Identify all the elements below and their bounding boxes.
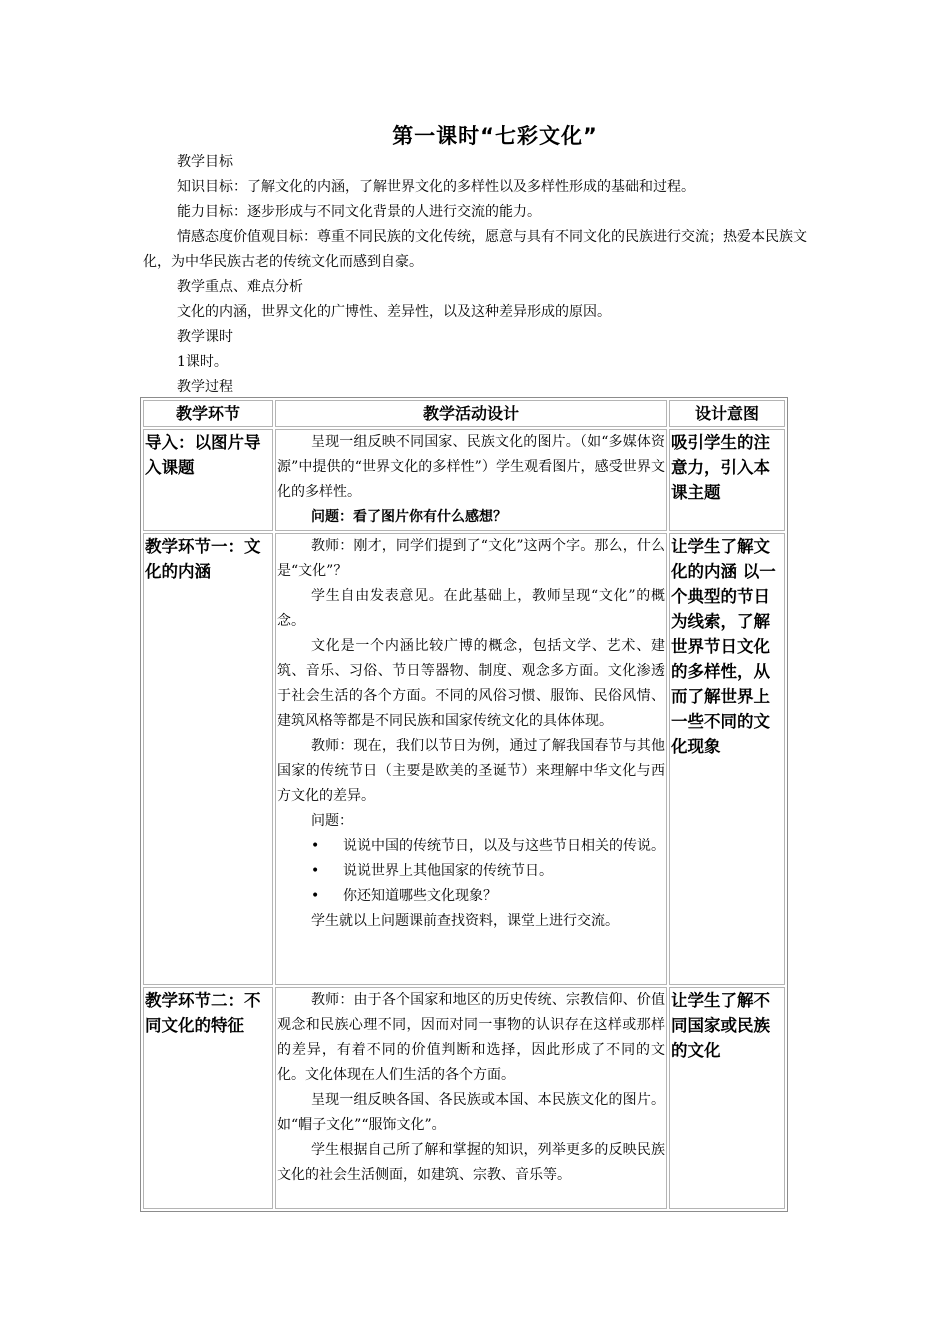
table-row [143, 429, 785, 531]
paragraph: 学生根据自己所了解和掌握的知识，列举更多的反映民族文化的社会生活侧面，如建筑、宗教、音乐等。 [277, 1142, 665, 1183]
lesson-table [140, 397, 788, 1212]
stage-cell: 教学环节一：文化的内涵 [143, 533, 273, 985]
values-goal: 情感态度价值观目标：尊重不同民族的文化传统，愿意与具有不同文化的民族进行交流；热爱本民族文化，为中华民族古老的传统文化而感到自豪。 [143, 229, 807, 270]
stage-cell: 导入：以图片导入课题 [143, 429, 273, 531]
activity-cell [275, 429, 667, 531]
header-intent: 设计意图 [669, 400, 785, 427]
table-header-row [143, 400, 785, 427]
key-points-text: 文化的内涵，世界文化的广博性、差异性，以及这种差异形成的原因。 [177, 304, 611, 320]
heading-goals: 教学目标 [177, 154, 233, 170]
bullet-icon: • [311, 888, 320, 904]
activity-cell [275, 533, 667, 985]
bullet-item [277, 884, 665, 909]
bullet-text: 说说中国的传统节日，以及与这些节日相关的传说。 [343, 838, 665, 854]
ability-goal: 能力目标：逐步形成与不同文化背景的人进行交流的能力。 [177, 204, 541, 220]
paragraph: 教师：现在，我们以节日为例，通过了解我国春节与其他国家的传统节日（主要是欧美的圣诞节）来理解中华文化与西方文化的差异。 [277, 738, 665, 804]
bullet-item [277, 859, 665, 884]
header-stage: 教学环节 [143, 400, 273, 427]
intent-cell: 吸引学生的注意力，引入本课主题 [669, 429, 785, 531]
bullet-text: 说说世界上其他国家的传统节日。 [343, 863, 553, 879]
question-text: 问题：看了图片你有什么感想？ [311, 509, 507, 525]
paragraph: 教师：由于各个国家和地区的历史传统、宗教信仰、价值观念和民族心理不同，因而对同一事物的认识存在这样或那样的差异，有着不同的价值判断和选择，因此形成了不同的文化。文化体现在人们生活的各个方面。 [277, 992, 665, 1083]
knowledge-goal: 知识目标：了解文化的内涵，了解世界文化的多样性以及多样性形成的基础和过程。 [177, 179, 695, 195]
paragraph: 学生自由发表意见。在此基础上，教师呈现“文化”的概念。 [277, 588, 665, 629]
bullet-item [277, 834, 665, 859]
paragraph: 呈现一组反映不同国家、民族文化的图片。（如“多媒体资源”中提供的“世界文化的多样性”）学生观看图片，感受世界文化的多样性。 [277, 434, 665, 500]
stage-cell: 教学环节二：不同文化的特征 [143, 987, 273, 1209]
heading-hours: 教学课时 [177, 329, 233, 345]
table-row [143, 533, 785, 985]
intro-section [143, 150, 813, 400]
bullet-text: 你还知道哪些文化现象？ [343, 888, 497, 904]
activity-cell [275, 987, 667, 1209]
heading-process: 教学过程 [177, 379, 233, 395]
intent-cell: 让学生了解不同国家或民族的文化 [669, 987, 785, 1209]
paragraph: 学生就以上问题课前查找资料，课堂上进行交流。 [311, 913, 619, 929]
page-title: 第一课时“七彩文化” [392, 124, 598, 148]
hours-text: 1课时。 [177, 354, 228, 370]
intent-cell: 让学生了解文化的内涵 以一个典型的节日为线索，了解世界节日文化的多样性，从而了解世界上一些不同的文化现象 [669, 533, 785, 985]
paragraph: 教师：刚才，同学们提到了“文化”这两个字。那么，什么是“文化”？ [277, 538, 665, 579]
paragraph: 呈现一组反映各国、各民族或本国、本民族文化的图片。如“帽子文化”“服饰文化”。 [277, 1092, 665, 1133]
table-row [143, 987, 785, 1209]
bullet-icon: • [311, 838, 320, 854]
bullet-icon: • [311, 863, 320, 879]
header-activity: 教学活动设计 [275, 400, 667, 427]
heading-key-points: 教学重点、难点分析 [177, 279, 303, 295]
paragraph: 文化是一个内涵比较广博的概念，包括文学、艺术、建筑、音乐、习俗、节日等器物、制度、观念多方面。文化渗透于社会生活的各个方面。不同的风俗习惯、服饰、民俗风情、建筑风格等都是不同民族和国家传统文化的具体体现。 [277, 638, 665, 729]
paragraph: 问题： [311, 813, 353, 829]
